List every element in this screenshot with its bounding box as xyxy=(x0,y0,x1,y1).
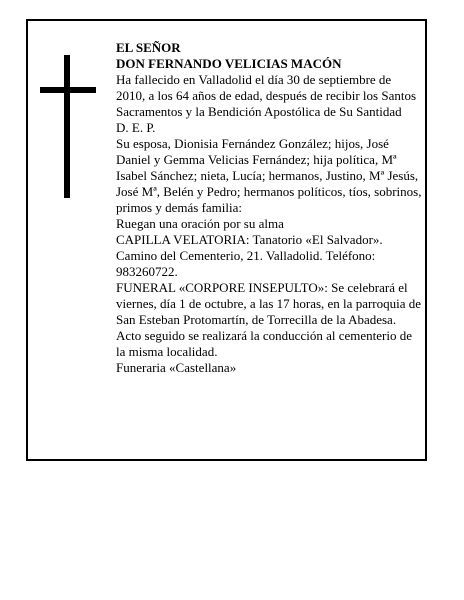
funeral-info: FUNERAL «CORPORE INSEPULTO»: Se celebrará el viernes, día 1 de octubre, a las 17 horas, en la parroquia de San Esteban Protomartín, de Torrecilla de la Abadesa. Acto seguido se realizará la conducción al cementerio de la misma localidad. xyxy=(116,280,422,359)
notice-text xyxy=(116,40,422,376)
cross-vertical-bar xyxy=(64,55,70,198)
deceased-name: DON FERNANDO VELICIAS MACÓN xyxy=(116,56,342,71)
cross-icon xyxy=(40,55,96,198)
prayer-request: Ruegan una oración por su alma xyxy=(116,216,284,231)
cross-horizontal-bar xyxy=(40,87,96,93)
death-announcement: Ha fallecido en Valladolid el día 30 de septiembre de 2010, a los 64 años de edad, después de recibir los Santos Sacramentos y la Bendición Apostólica de Su Santidad xyxy=(116,72,417,119)
funeral-home: Funeraria «Castellana» xyxy=(116,360,237,375)
family-list: Su esposa, Dionisia Fernández González; hijos, José Daniel y Gemma Velicias Fernández; hija política, Mª Isabel Sánchez; nieta, Lucía; hermanos, Justino, Mª Jesús, José Mª, Belén y Pedro; hermanos políticos, tíos, sobrinos, primos y demás familia: xyxy=(116,136,422,215)
obituary-notice xyxy=(26,19,427,461)
dep-line: D. E. P. xyxy=(116,120,156,135)
notice-title: EL SEÑOR xyxy=(116,40,181,55)
chapel-info: CAPILLA VELATORIA: Tanatorio «El Salvador». Camino del Cementerio, 21. Valladolid. Teléfono: 983260722. xyxy=(116,232,383,279)
